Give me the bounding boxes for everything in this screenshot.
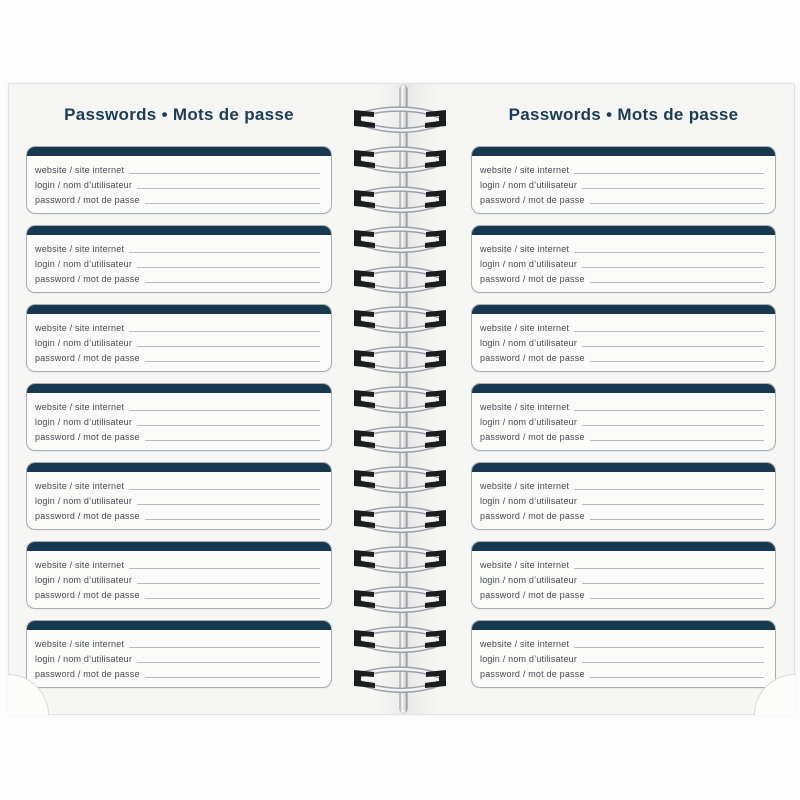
password-field-label: password / mot de passe (35, 511, 140, 521)
website-write-in-line (129, 568, 320, 569)
website-write-in-line (129, 647, 320, 648)
website-field-row (480, 478, 764, 493)
entry-card-header-bar (27, 621, 331, 630)
website-write-in-line (574, 647, 764, 648)
login-field-label: login / nom d’utilisateur (480, 259, 578, 269)
password-entry-list (471, 146, 776, 688)
entry-card-header-bar (472, 384, 775, 393)
entry-card-header-bar (472, 621, 775, 630)
password-write-in-line (145, 519, 320, 520)
password-field-row (35, 666, 320, 681)
website-field-label: website / site internet (480, 165, 570, 175)
right-page (471, 104, 776, 688)
password-entry-card (26, 225, 332, 293)
entry-card-rows (27, 551, 331, 602)
password-field-label: password / mot de passe (480, 590, 585, 600)
website-field-row (480, 241, 764, 256)
password-field-row (35, 192, 320, 207)
login-write-in-line (137, 583, 320, 584)
password-field-row (480, 666, 764, 681)
entry-card-header-bar (472, 542, 775, 551)
entry-card-rows (472, 235, 775, 286)
website-field-label: website / site internet (480, 244, 570, 254)
entry-card-header-bar (472, 305, 775, 314)
website-field-label: website / site internet (480, 481, 570, 491)
login-write-in-line (137, 425, 320, 426)
login-field-label: login / nom d’utilisateur (35, 417, 133, 427)
login-write-in-line (137, 346, 320, 347)
website-field-row (480, 399, 764, 414)
website-write-in-line (129, 489, 320, 490)
website-write-in-line (129, 252, 320, 253)
website-field-label: website / site internet (35, 323, 125, 333)
login-field-label: login / nom d’utilisateur (480, 496, 578, 506)
website-field-row (35, 320, 320, 335)
website-field-row (35, 557, 320, 572)
password-entry-card (471, 225, 776, 293)
entry-card-header-bar (472, 147, 775, 156)
login-field-row (35, 493, 320, 508)
page-title: Passwords • Mots de passe (64, 105, 294, 124)
login-field-label: login / nom d’utilisateur (480, 180, 578, 190)
password-field-row (35, 508, 320, 523)
login-field-row (480, 493, 764, 508)
password-write-in-line (590, 677, 764, 678)
entry-card-rows (472, 551, 775, 602)
page-title: Passwords • Mots de passe (508, 105, 739, 124)
website-field-label: website / site internet (35, 560, 125, 570)
login-field-row (480, 335, 764, 350)
entry-card-rows (472, 156, 775, 207)
entry-card-rows (472, 630, 775, 681)
login-field-label: login / nom d’utilisateur (35, 259, 133, 269)
password-field-row (35, 429, 320, 444)
entry-card-rows (27, 156, 331, 207)
login-field-label: login / nom d’utilisateur (480, 417, 578, 427)
website-field-row (35, 636, 320, 651)
login-field-row (35, 572, 320, 587)
login-field-row (480, 572, 764, 587)
login-field-row (480, 651, 764, 666)
password-field-label: password / mot de passe (35, 353, 140, 363)
entry-card-rows (27, 472, 331, 523)
website-field-label: website / site internet (35, 481, 125, 491)
login-write-in-line (137, 504, 320, 505)
password-field-row (480, 350, 764, 365)
login-field-row (480, 256, 764, 271)
entry-card-rows (472, 472, 775, 523)
entry-card-header-bar (27, 542, 331, 551)
login-write-in-line (137, 188, 320, 189)
left-page (26, 104, 332, 688)
spiral-binding-icon (340, 80, 470, 720)
login-field-row (480, 414, 764, 429)
login-write-in-line (582, 346, 764, 347)
password-entry-card (26, 146, 332, 214)
login-field-row (35, 335, 320, 350)
website-field-label: website / site internet (35, 639, 125, 649)
entry-card-header-bar (27, 226, 331, 235)
login-field-label: login / nom d’utilisateur (35, 654, 133, 664)
password-write-in-line (145, 440, 320, 441)
password-write-in-line (590, 282, 764, 283)
password-write-in-line (145, 598, 320, 599)
password-field-label: password / mot de passe (35, 669, 140, 679)
website-field-label: website / site internet (480, 323, 570, 333)
password-write-in-line (145, 361, 320, 362)
website-field-row (480, 557, 764, 572)
entry-card-header-bar (27, 147, 331, 156)
entry-card-header-bar (27, 384, 331, 393)
login-field-label: login / nom d’utilisateur (35, 575, 133, 585)
entry-card-rows (27, 630, 331, 681)
website-field-row (480, 162, 764, 177)
password-entry-card (26, 383, 332, 451)
password-field-label: password / mot de passe (480, 274, 585, 284)
website-write-in-line (574, 173, 764, 174)
password-field-row (480, 271, 764, 286)
password-write-in-line (590, 440, 764, 441)
password-field-row (480, 429, 764, 444)
login-field-label: login / nom d’utilisateur (35, 180, 133, 190)
website-field-label: website / site internet (480, 639, 570, 649)
password-entry-list (26, 146, 332, 688)
login-write-in-line (582, 188, 764, 189)
password-entry-card (26, 304, 332, 372)
password-field-row (480, 192, 764, 207)
website-field-label: website / site internet (35, 402, 125, 412)
password-field-label: password / mot de passe (480, 669, 585, 679)
login-write-in-line (582, 425, 764, 426)
login-field-label: login / nom d’utilisateur (480, 575, 578, 585)
entry-card-rows (27, 393, 331, 444)
password-entry-card (26, 541, 332, 609)
website-field-row (35, 162, 320, 177)
entry-card-header-bar (472, 226, 775, 235)
login-write-in-line (582, 267, 764, 268)
password-write-in-line (145, 677, 320, 678)
password-field-label: password / mot de passe (35, 590, 140, 600)
password-field-row (35, 587, 320, 602)
website-field-label: website / site internet (480, 560, 570, 570)
login-write-in-line (582, 583, 764, 584)
login-field-row (35, 177, 320, 192)
login-write-in-line (582, 504, 764, 505)
password-field-label: password / mot de passe (480, 511, 585, 521)
password-field-label: password / mot de passe (35, 195, 140, 205)
password-entry-card (26, 620, 332, 688)
website-write-in-line (129, 331, 320, 332)
website-field-label: website / site internet (35, 244, 125, 254)
website-field-row (480, 320, 764, 335)
password-write-in-line (590, 519, 764, 520)
website-field-label: website / site internet (480, 402, 570, 412)
login-field-label: login / nom d’utilisateur (35, 496, 133, 506)
password-entry-card (471, 462, 776, 530)
entry-card-header-bar (27, 463, 331, 472)
password-entry-card (471, 146, 776, 214)
entry-card-header-bar (27, 305, 331, 314)
password-entry-card (471, 304, 776, 372)
password-write-in-line (145, 203, 320, 204)
website-write-in-line (574, 252, 764, 253)
password-entry-card (26, 462, 332, 530)
website-write-in-line (574, 331, 764, 332)
entry-card-rows (472, 393, 775, 444)
website-write-in-line (129, 410, 320, 411)
password-field-row (480, 587, 764, 602)
password-field-label: password / mot de passe (480, 195, 585, 205)
entry-card-rows (27, 235, 331, 286)
login-write-in-line (137, 267, 320, 268)
password-write-in-line (145, 282, 320, 283)
password-field-row (480, 508, 764, 523)
website-field-row (35, 241, 320, 256)
website-write-in-line (574, 489, 764, 490)
website-field-label: website / site internet (35, 165, 125, 175)
password-write-in-line (590, 361, 764, 362)
login-field-row (35, 651, 320, 666)
login-field-label: login / nom d’utilisateur (480, 338, 578, 348)
login-field-row (480, 177, 764, 192)
entry-card-header-bar (472, 463, 775, 472)
login-field-row (35, 414, 320, 429)
password-entry-card (471, 383, 776, 451)
password-field-label: password / mot de passe (480, 353, 585, 363)
website-write-in-line (574, 410, 764, 411)
password-field-row (35, 271, 320, 286)
login-field-row (35, 256, 320, 271)
entry-card-rows (472, 314, 775, 365)
login-field-label: login / nom d’utilisateur (35, 338, 133, 348)
login-write-in-line (137, 662, 320, 663)
password-entry-card (471, 620, 776, 688)
website-field-row (35, 478, 320, 493)
password-entry-card (471, 541, 776, 609)
password-field-label: password / mot de passe (480, 432, 585, 442)
password-write-in-line (590, 203, 764, 204)
password-field-label: password / mot de passe (35, 432, 140, 442)
password-field-row (35, 350, 320, 365)
website-field-row (35, 399, 320, 414)
entry-card-rows (27, 314, 331, 365)
login-write-in-line (582, 662, 764, 663)
website-write-in-line (574, 568, 764, 569)
login-field-label: login / nom d’utilisateur (480, 654, 578, 664)
website-field-row (480, 636, 764, 651)
password-write-in-line (590, 598, 764, 599)
password-field-label: password / mot de passe (35, 274, 140, 284)
website-write-in-line (129, 173, 320, 174)
